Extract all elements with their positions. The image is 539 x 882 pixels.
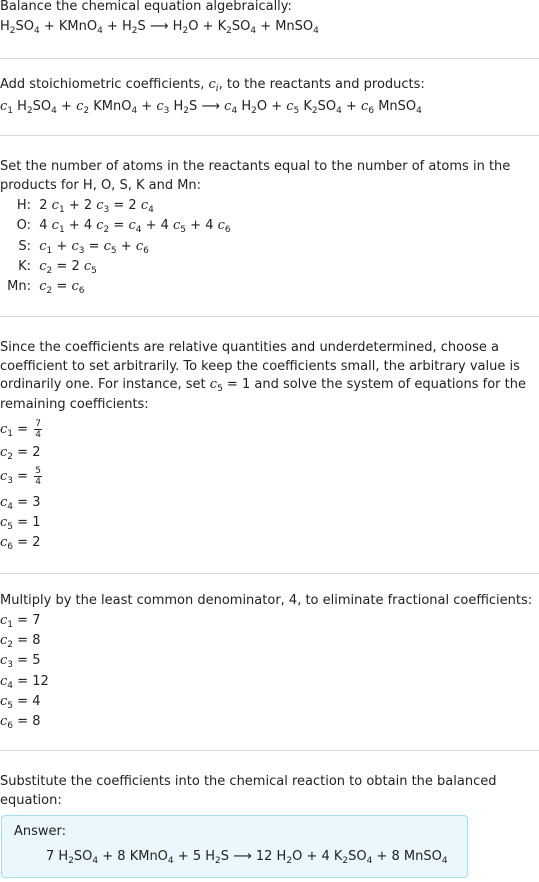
equation-with-coefficients: $c_1$ $H_2SO_4 + c_2$ KMnO$_4$ + $c_3$ $H_2S$ ⟶ $c_4$ $H_2O + c_5$ $K_2SO_4 + c_6$ MnSO$_4$ [0,99,422,116]
solve-text-1: Since the coefficients are relative quantities and underdetermined, choose a [0,340,499,355]
divider [0,58,539,59]
atom-eq-k: K: $c_2 = 2$ $c_5$ [18,259,97,276]
solution-c2: $c_2 = 2$ [0,445,41,462]
final-c6: $c_6 = 8$ [0,714,41,731]
final-c4: $c_4 = 12$ [0,674,49,691]
solution-c3: $c_3$ = $\frac{5}{4}$ [0,466,41,487]
solution-c6: $c_6 = 2$ [0,535,41,552]
divider [0,316,539,317]
solution-c5: $c_5 = 1$ [0,515,41,532]
atom-eq-mn: Mn: $c_2 = c_6$ [7,279,85,296]
divider [0,135,539,136]
final-c3: $c_3 = 5$ [0,653,41,670]
solve-text-2: coefficient to set arbitrarily. To keep the coefficients small, the arbitrary value is [0,359,520,374]
atoms-text-2: products for H, O, S, K and Mn: [0,178,202,193]
solve-text-4: remaining coefficients: [0,397,149,412]
solution-c4: $c_4 = 3$ [0,495,41,512]
intro-text: Balance the chemical equation algebraically: [0,0,292,14]
lcd-text: Multiply by the least common denominator, 4, to eliminate fractional coefficients: [0,593,533,608]
substitute-text-1: Substitute the coefficients into the chemical reaction to obtain the balanced [0,774,497,789]
solve-text-3: ordinarily one. For instance, set $c_5 = 1$ and solve the system of equations for the [0,377,526,394]
substitute-text-2: equation: [0,793,62,808]
final-c1: $c_1 = 7$ [0,613,41,630]
final-c5: $c_5 = 4$ [0,694,41,711]
atom-eq-h: H: 2 $c_1 + 2$ $c_3 = 2$ $c_4$ [16,198,154,215]
balanced-equation: 7 $H_2SO_4 + 8$ KMnO$_4$ + 5 $H_2S$ ⟶ 12 $H_2O + 4$ $K_2SO_4 + 8$ MnSO$_4$ [46,849,448,866]
equation-unbalanced: $H_2SO_4$ + KMnO$_4$ + $H_2S$ ⟶ $H_2O + K_2SO_4$ + MnSO$_4$ [0,19,319,36]
answer-box [1,815,468,878]
atoms-text-1: Set the number of atoms in the reactants equal to the number of atoms in the [0,159,511,174]
solution-c1: $c_1$ = $\frac{7}{4}$ [0,419,41,440]
final-c2: $c_2 = 8$ [0,633,41,650]
divider [0,573,539,574]
coefficients-intro: Add stoichiometric coefficients, $c_i$, to the reactants and products: [0,77,425,94]
answer-label: Answer: [14,824,67,839]
atom-eq-s: S: $c_1 + c_3 = c_5 + c_6$ [18,239,149,256]
atom-eq-o: O: 4 $c_1 + 4$ $c_2 = c_4 + 4$ $c_5 + 4$ $c_6$ [16,218,231,235]
divider [0,750,539,751]
